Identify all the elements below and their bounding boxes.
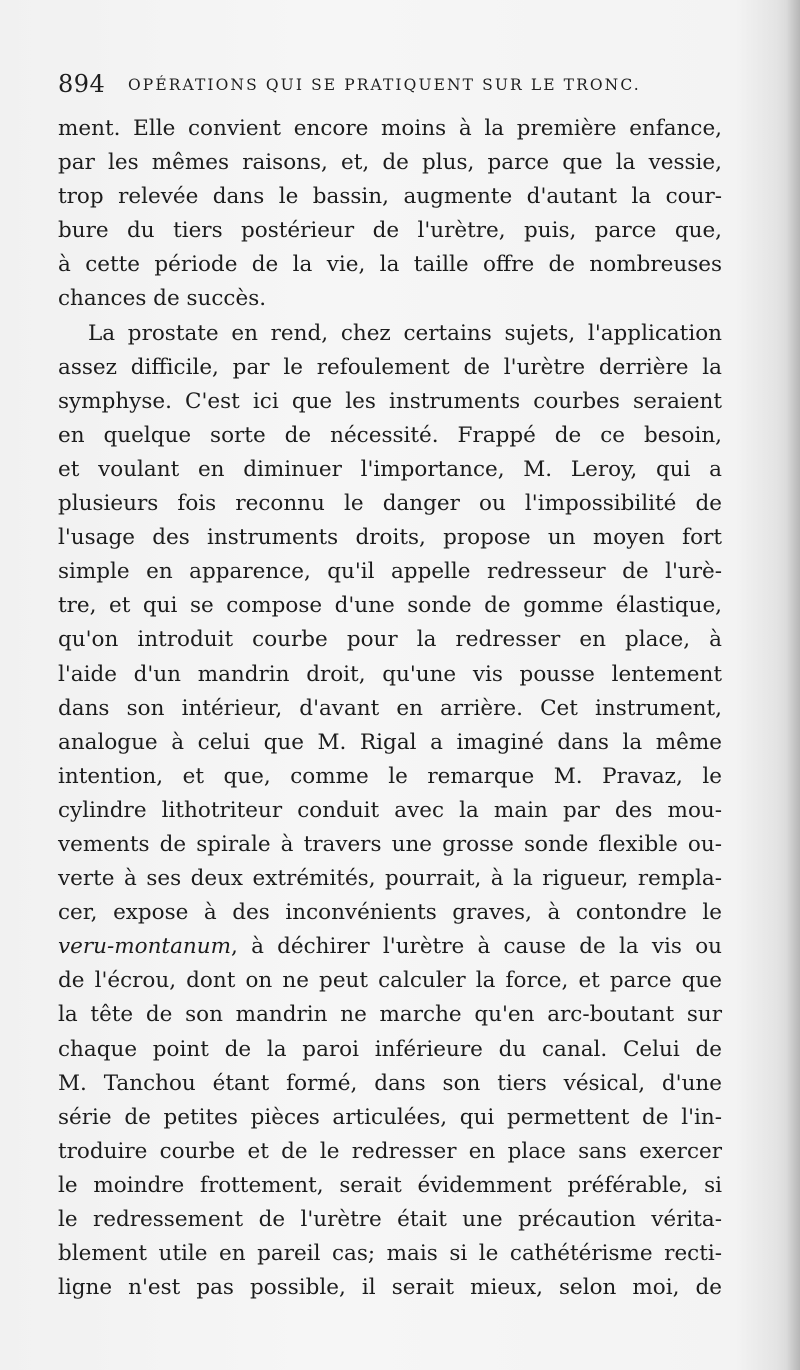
text-line: blement utile en pareil cas; mais si le cathétérisme recti- xyxy=(58,1241,722,1267)
text-line-with-italic xyxy=(58,930,722,964)
text-line: cer, expose à des inconvénients graves, à contondre le xyxy=(58,900,722,926)
italic-term: veru-montanum xyxy=(58,934,231,960)
text-line: assez difficile, par le refoulement de l'urètre derrière la xyxy=(58,354,722,380)
text-line: tre, et qui se compose d'une sonde de gomme élastique, xyxy=(58,593,722,619)
text-line: vements de spirale à travers une grosse sonde flexible ou- xyxy=(58,831,722,857)
text-line: série de petites pièces articulées, qui permettent de l'in- xyxy=(58,1104,722,1130)
text-line: ment. Elle convient encore moins à la première enfance, xyxy=(58,116,722,141)
text-line: bure du tiers postérieur de l'urètre, puis, parce que, xyxy=(58,218,722,244)
text-line: symphyse. C'est ici que les instruments courbes seraient xyxy=(58,388,722,414)
text-line: cylindre lithotriteur conduit avec la main par des mou- xyxy=(58,797,722,823)
text-line: troduire courbe et de le redresser en place sans exercer xyxy=(58,1138,722,1164)
text-line: par les mêmes raisons, et, de plus, parce que la vessie, xyxy=(58,150,722,176)
body-text xyxy=(58,112,722,1305)
text-line: analogue à celui que M. Rigal a imaginé dans la même xyxy=(58,729,722,755)
text-line: et voulant en diminuer l'importance, M. Leroy, qui a xyxy=(58,456,722,482)
text-line: de l'écrou, dont on ne peut calculer la force, et parce que xyxy=(58,968,722,994)
page-edge-shadow xyxy=(786,0,800,1370)
page-header xyxy=(58,70,730,104)
text-line: plusieurs fois reconnu le danger ou l'impossibilité de xyxy=(58,491,722,517)
text-line: chances de succès. xyxy=(58,286,267,312)
text-line: le redressement de l'urètre était une précaution vérita- xyxy=(58,1207,722,1232)
text-line: l'aide d'un mandrin droit, qu'une vis pousse lentement xyxy=(58,661,722,687)
text-line: simple en apparence, qu'il appelle redresseur de l'urè- xyxy=(58,559,722,585)
text-line: dans son intérieur, d'avant en arrière. Cet instrument, xyxy=(58,695,722,721)
text-line: à cette période de la vie, la taille offre de nombreuses xyxy=(58,252,722,278)
text-line: qu'on introduit courbe pour la redresser en place, à xyxy=(58,627,722,653)
text-line: l'usage des instruments droits, propose un moyen fort xyxy=(58,525,722,551)
text-line: le moindre frottement, serait évidemment préférable, si xyxy=(58,1172,722,1198)
text-line-paragraph-start: La prostate en rend, chez certains sujets, l'application xyxy=(88,320,722,346)
text-line: intention, et que, comme le remarque M. Pravaz, le xyxy=(58,763,722,789)
text-line-remainder: , à déchirer l'urètre à cause de la vis ou xyxy=(230,934,722,960)
text-line: trop relevée dans le bassin, augmente d'autant la cour- xyxy=(58,184,722,210)
text-line: M. Tanchou étant formé, dans son tiers vésical, d'une xyxy=(58,1070,722,1096)
running-head: OPÉRATIONS QUI SE PRATIQUENT SUR LE TRONC. xyxy=(128,76,641,94)
text-line: verte à ses deux extrémités, pourrait, à la rigueur, rempla- xyxy=(58,866,722,892)
text-line: en quelque sorte de nécessité. Frappé de ce besoin, xyxy=(58,422,722,448)
text-line: chaque point de la paroi inférieure du canal. Celui de xyxy=(58,1036,722,1062)
text-line: ligne n'est pas possible, il serait mieux, selon moi, de xyxy=(58,1275,722,1301)
text-line: la tête de son mandrin ne marche qu'en arc-boutant sur xyxy=(58,1002,722,1028)
page-number: 894 xyxy=(58,70,106,98)
